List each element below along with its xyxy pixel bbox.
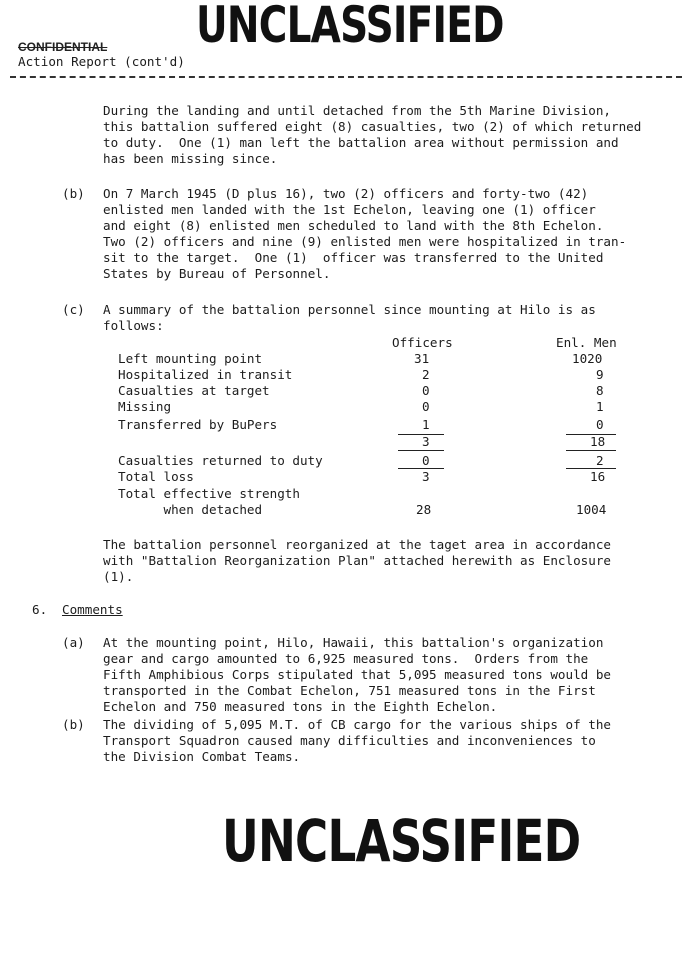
table-row-label: Hospitalized in transit — [118, 367, 293, 382]
subtotal-rule-officers — [398, 434, 444, 435]
text-line: transported in the Combat Echelon, 751 measured tons in the First — [103, 683, 596, 698]
text-line: has been missing since. — [103, 151, 278, 166]
table-cell-officers: 2 — [422, 367, 430, 382]
section-number: 6. — [32, 602, 48, 617]
column-header-officers: Officers — [392, 335, 453, 350]
text-line: this battalion suffered eight (8) casualties, two (2) of which returned — [103, 119, 642, 134]
text-line: follows: — [103, 318, 164, 333]
table-cell-enlisted-subtotal: 18 — [590, 434, 606, 449]
table-cell-officers-subtotal: 3 — [422, 434, 430, 449]
table-cell-enlisted: 8 — [596, 383, 604, 398]
unclassified-stamp-top: UNCLASSIFIED — [196, 0, 504, 54]
text-line: (1). — [103, 569, 134, 584]
table-cell-officers: 0 — [422, 453, 430, 468]
table-cell-officers: 0 — [422, 383, 430, 398]
table-row-label: Total effective strength — [118, 486, 300, 501]
struck-classification: CONFIDENTIAL — [18, 40, 108, 54]
text-line: the Division Combat Teams. — [103, 749, 301, 764]
table-cell-enlisted: 1004 — [576, 502, 607, 517]
text-line: A summary of the battalion personnel since mounting at Hilo is as — [103, 302, 596, 317]
text-line: enlisted men landed with the 1st Echelon, leaving one (1) officer — [103, 202, 596, 217]
table-cell-officers: 28 — [416, 502, 432, 517]
text-line: Transport Squadron caused many difficulties and inconveniences to — [103, 733, 596, 748]
table-cell-enlisted: 16 — [590, 469, 606, 484]
text-line: On 7 March 1945 (D plus 16), two (2) officers and forty-two (42) — [103, 186, 589, 201]
text-line: During the landing and until detached from the 5th Marine Division, — [103, 103, 611, 118]
table-cell-enlisted: 0 — [596, 417, 604, 432]
item-label: (a) — [62, 635, 85, 650]
section-title: Comments — [62, 602, 123, 617]
table-cell-enlisted: 1020 — [572, 351, 603, 366]
table-row-label: Transferred by BuPers — [118, 417, 278, 432]
text-line: Fifth Amphibious Corps stipulated that 5,095 measured tons would be — [103, 667, 611, 682]
table-cell-enlisted: 9 — [596, 367, 604, 382]
text-line: The battalion personnel reorganized at the taget area in accordance — [103, 537, 611, 552]
table-cell-officers: 3 — [422, 469, 430, 484]
table-cell-enlisted: 1 — [596, 399, 604, 414]
table-cell-officers: 1 — [422, 417, 430, 432]
text-line: At the mounting point, Hilo, Hawaii, this battalion's organization — [103, 635, 604, 650]
text-line: Echelon and 750 measured tons in the Eighth Echelon. — [103, 699, 498, 714]
table-row-label: Total loss — [118, 469, 194, 484]
table-row-label: Casualties at target — [118, 383, 270, 398]
text-line: sit to the target. One (1) officer was transferred to the United — [103, 250, 604, 265]
item-label: (b) — [62, 186, 85, 201]
table-row-label: Missing — [118, 399, 172, 414]
text-line: gear and cargo amounted to 6,925 measured tons. Orders from the — [103, 651, 589, 666]
table-cell-officers: 0 — [422, 399, 430, 414]
text-line: with "Battalion Reorganization Plan" attached herewith as Enclosure — [103, 553, 611, 568]
subtotal-underline-officers — [398, 450, 444, 451]
text-line: States by Bureau of Personnel. — [103, 266, 331, 281]
text-line: The dividing of 5,095 M.T. of CB cargo for the various ships of the — [103, 717, 611, 732]
text-line: and eight (8) enlisted men scheduled to land with the 8th Echelon. — [103, 218, 604, 233]
column-header-enlisted: Enl. Men — [556, 335, 617, 350]
text-line: to duty. One (1) man left the battalion area without permission and — [103, 135, 619, 150]
running-title: Action Report (cont'd) — [18, 54, 185, 69]
table-row-label: Casualties returned to duty — [118, 453, 323, 468]
table-row-label: Left mounting point — [118, 351, 263, 366]
table-cell-officers: 31 — [414, 351, 430, 366]
item-label: (b) — [62, 717, 85, 732]
table-row-label: when detached — [118, 502, 263, 517]
item-label: (c) — [62, 302, 85, 317]
subtotal-underline-enlisted — [566, 450, 616, 451]
unclassified-stamp-bottom: UNCLASSIFIED — [222, 807, 581, 875]
total-rule-officers — [398, 468, 444, 469]
table-cell-enlisted: 2 — [596, 453, 604, 468]
text-line: Two (2) officers and nine (9) enlisted men were hospitalized in tran- — [103, 234, 627, 249]
header-divider — [10, 76, 682, 78]
